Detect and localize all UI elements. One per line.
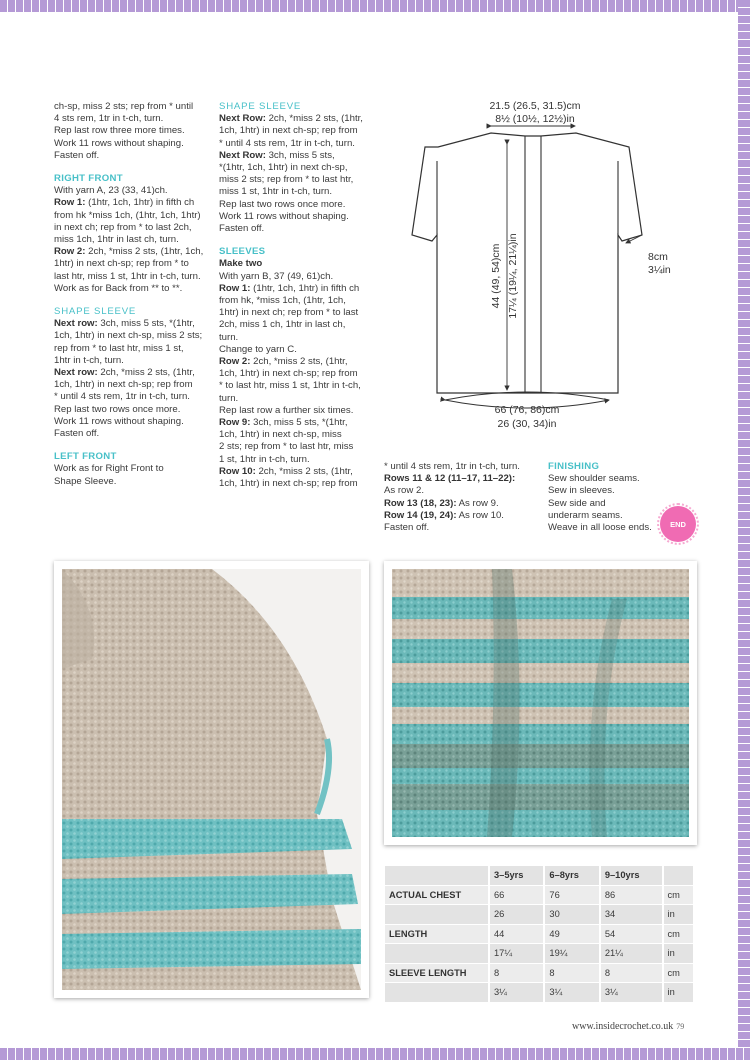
text-line: Work 11 rows without shaping. [54,137,184,149]
text-line: Rep last row a further six times. [219,404,354,416]
table-cell: 8 [489,963,544,983]
photo-frame-sleeve [54,561,369,998]
text-line: Weave in all loose ends. [548,522,652,534]
text-line: from hk *miss 1ch, (1htr, 1ch, 1htr) [54,209,201,221]
section-heading-sleeves: SLEEVES [219,246,266,258]
text-line: Sew shoulder seams. [548,473,640,485]
table-cell [385,866,489,885]
dimension-length-in: 17¼ (19¼, 21¼)in [507,233,519,319]
pattern-column-2 [219,101,379,490]
photo-body-image [392,569,689,837]
table-row-label: ACTUAL CHEST [385,885,489,905]
table-header-cell: 9–10yrs [600,866,663,885]
text-line: miss 1 st, 1htr in t-ch, turn. [219,186,333,198]
table-row [385,944,694,964]
table-row-label [385,983,489,1003]
text-line: * until 4 sts rem, 1tr in t-ch, turn. [219,137,355,149]
table-row-label [385,944,489,964]
photo-frame-body [384,561,697,845]
table-row [385,905,694,925]
text-line: turn. [219,331,239,343]
table-cell: 66 [489,885,544,905]
table-cell: 26 [489,905,544,925]
table-unit-cell: cm [663,885,694,905]
row-label: Rows 11 & 12 (11–17, 11–22): [384,473,516,485]
text-line: 1ch, 1htr) in next ch-sp; rep from [219,125,358,137]
table-row-label: LENGTH [385,924,489,944]
row-label: Row 13 (18, 23): [384,497,457,509]
text-line: Fasten off. [54,428,100,440]
text-line: *(1htr, 1ch, 1htr) in next ch-sp, [219,162,348,174]
text-line: As row 2. [384,485,424,497]
table-unit-cell: in [663,905,694,925]
table-cell: 44 [489,924,544,944]
table-row [385,983,694,1003]
footer-url[interactable]: www.insidecrochet.co.uk [572,1021,674,1032]
pattern-column-3 [384,461,544,534]
dimension-chest-in: 26 (30, 34)in [497,418,557,430]
text-line: 2ch, *miss 2 sts, (1htr, 1ch, [85,246,204,258]
dimension-length-cm: 44 (49, 54)cm [490,243,502,309]
text-line: * until 4 sts rem, 1tr in t-ch, turn. [384,461,520,472]
table-unit-cell: cm [663,963,694,983]
decorative-border-bottom [0,1048,750,1060]
subheading-make-two: Make two [219,258,263,270]
dimension-sleeve-cm: 8cm [648,251,668,263]
text-line: last htr, miss 1 st, 1htr in t-ch, turn. [54,270,201,282]
text-line: Fasten off. [54,149,100,161]
table-cell: 8 [544,963,599,983]
text-line: 1ch, 1htr) in next ch-sp; rep from [219,368,358,380]
table-cell: 3¼ [600,983,663,1003]
table-cell: 19¼ [544,944,599,964]
dimension-chest-cm: 66 (76, 86)cm [494,404,560,416]
table-row-label [385,905,489,925]
section-heading-left-front: LEFT FRONT [54,451,117,463]
table-cell: 30 [544,905,599,925]
row-label: Row 2: [54,246,86,258]
size-table [385,866,695,1003]
text-line: Shape Sleeve. [54,475,117,487]
text-line: 3ch, miss 5 sts, [265,149,335,161]
text-line: 1 st, 1htr in t-ch, turn. [219,453,310,465]
row-label: Next row: [54,318,98,330]
text-line: miss 1ch, 1htr in last ch, turn. [54,234,179,246]
text-line: in next ch; rep from * to last 2ch, [54,221,192,233]
text-line: Rep last row three more times. [54,125,185,137]
section-heading-shape-sleeve: SHAPE SLEEVE [54,306,137,318]
page-footer [572,1021,684,1032]
text-line: (1htr, 1ch, 1htr) in fifth ch [250,282,360,294]
table-header-cell: 6–8yrs [544,866,599,885]
table-row [385,963,694,983]
table-cell: 21¼ [600,944,663,964]
dimension-top-in: 8½ (10½, 12½)in [495,113,575,125]
row-label: Row 10: [219,465,256,477]
text-line: 1ch, 1htr) in next ch-sp; rep from [54,379,193,391]
text-line: As row 10. [456,509,504,521]
text-line: * to last htr, miss 1 st, 1htr in t-ch, [219,380,361,392]
end-badge [660,506,696,542]
text-line: 2 sts; rep from * to last htr, miss [219,441,354,453]
table-unit-cell: cm [663,924,694,944]
row-label: Row 2: [219,356,251,368]
text-line: Change to yarn C. [219,343,297,355]
garment-outline [412,133,642,393]
cardigan-schematic-diagram [385,90,685,435]
text-line: Work 11 rows without shaping. [54,415,184,427]
text-line: turn. [219,392,239,404]
text-line: rep from * to last htr, miss 1 st, [54,342,184,354]
text-line: 2ch, *miss 2 sts, (1htr, [265,113,363,125]
text-line: from hk, *miss 1ch, (1htr, 1ch, [219,295,346,307]
text-line: Fasten off. [384,522,430,534]
table-cell: 54 [600,924,663,944]
row-label: Row 9: [219,417,251,429]
table-header-row [385,866,694,885]
text-line: 2ch, *miss 2 sts, (1htr, [250,356,348,368]
section-heading-finishing: FINISHING [548,461,600,472]
text-line: 2ch, *miss 2 sts, (1htr, [97,367,195,379]
text-line: Work as for Back from ** to **. [54,282,183,294]
row-label: Next row: [54,367,98,379]
table-cell: 8 [600,963,663,983]
text-line: 1ch, 1htr) in next ch-sp; rep from [219,478,358,490]
text-line: underarm seams. [548,509,623,521]
text-line: Sew side and [548,497,606,509]
text-line: Rep last two rows once more. [219,198,346,210]
row-label: Row 1: [54,197,86,209]
page-number: 79 [676,1022,685,1031]
decorative-border-right [738,0,750,1060]
text-line: Fasten off. [219,223,265,235]
text-line: As row 9. [456,497,499,509]
text-line: Work 11 rows without shaping. [219,210,349,222]
section-heading-shape-sleeve: SHAPE SLEEVE [219,101,302,112]
text-line: Sew in sleeves. [548,485,615,497]
text-line: miss 2 sts; rep from * to last htr, [219,174,354,186]
text-line: 2ch, *miss 2 sts, (1htr, [255,465,353,477]
table-row-label: SLEEVE LENGTH [385,963,489,983]
table-cell: 34 [600,905,663,925]
photo-sleeve-image [62,569,361,990]
dimension-top-cm: 21.5 (26.5, 31.5)cm [489,100,581,112]
text-line: With yarn A, 23 (33, 41)ch. [54,185,168,197]
table-row [385,924,694,944]
pattern-column-1 [54,101,214,488]
table-unit-cell: in [663,944,694,964]
text-line: 2ch, miss 1 ch, 1htr in last ch, [219,319,346,331]
text-line: 1ch, 1htr) in next ch-sp, miss [219,429,342,441]
row-label: Next Row: [219,113,266,125]
row-label: Next Row: [219,149,266,161]
text-line: With yarn B, 37 (49, 61)ch. [219,270,334,282]
table-cell: 49 [544,924,599,944]
table-cell [663,866,694,885]
text-line: Work as for Right Front to [54,463,164,475]
table-row [385,885,694,905]
table-header-cell: 3–5yrs [489,866,544,885]
pattern-column-4 [548,461,663,534]
table-cell: 17¼ [489,944,544,964]
dimension-sleeve-in: 3¼in [648,264,671,276]
table-cell: 76 [544,885,599,905]
text-line: * until 4 sts rem, 1tr in t-ch, turn. [54,391,190,403]
photo-body-closeup [392,569,689,837]
section-heading-right-front: RIGHT FRONT [54,173,123,185]
table-cell: 86 [600,885,663,905]
text-line: ch-sp, miss 2 sts; rep from * until [54,101,194,112]
table-unit-cell: in [663,983,694,1003]
text-line: (1htr, 1ch, 1htr) in fifth ch [85,197,195,209]
row-label: Row 1: [219,282,251,294]
text-line: 4 sts rem, 1tr in t-ch, turn. [54,113,164,125]
photo-sleeve-closeup [62,569,361,990]
row-label: Row 14 (19, 24): [384,509,457,521]
text-line: 3ch, miss 5 sts, *(1htr, [250,417,348,429]
text-line: 1htr) in next ch-sp; rep from * to [54,258,189,270]
table-cell: 3¼ [544,983,599,1003]
text-line: Rep last two rows once more. [54,403,181,415]
text-line: 1ch, 1htr) in next ch-sp, miss 2 sts; [54,330,203,342]
end-badge-label: END [670,519,686,529]
text-line: 1htr in t-ch, turn. [54,354,124,366]
text-line: 1htr) in next ch; rep from * to last [219,307,359,319]
text-line: 3ch, miss 5 sts, *(1htr, [97,318,195,330]
table-cell: 3¼ [489,983,544,1003]
decorative-border-top [0,0,750,12]
